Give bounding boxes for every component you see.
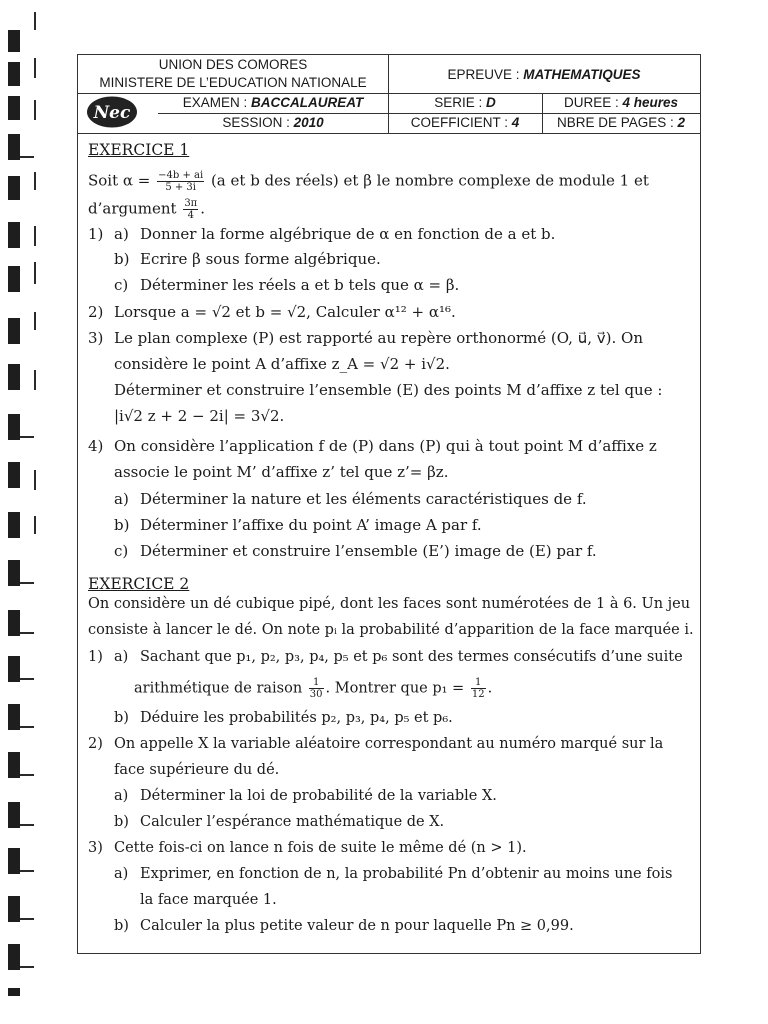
ex2-q2a [114,786,497,806]
exam-value: BACCALAUREAT [251,95,364,110]
subquestion-label: a) [114,788,129,804]
ex1-q3-line2: considère le point A d’affixe z_A = √2 + i√2. [114,355,450,373]
subquestion-label: c) [114,542,129,560]
coef-label: COEFFICIENT : [410,115,508,130]
ex2-q3a-line1 [114,864,672,884]
epreuve-label: EPREUVE : [447,67,520,82]
ex2-q2-line1 [88,734,663,754]
ex2-q1a-line2 [134,677,492,700]
ex2-intro-line2: consiste à lancer le dé. On note pᵢ la probabilité d’apparition de la face marquée i. [88,622,694,638]
ex1-q3-line1 [88,328,643,348]
ex1-intro-b: (a et b des réels) et β le nombre complexe de module 1 et [206,171,649,190]
question-text: Déterminer les réels a et b tels que α = β. [140,276,460,294]
ministry-name: MINISTERE DE L’EDUCATION NATIONALE [99,75,367,90]
session-info [158,115,388,130]
question-number: 2) [88,736,103,752]
raison-denominator: 30 [309,689,323,700]
question-text: Ecrire β sous forme algébrique. [140,250,381,268]
exam-page [77,54,701,954]
question-text: Exprimer, en fonction de n, la probabilité Pn d’obtenir au moins une fois [140,866,673,882]
logo-text: Nec [93,103,131,123]
argument-denominator: 4 [187,210,194,221]
epreuve-value: MATHEMATIQUES [523,67,641,82]
ex1-q3-line3: Déterminer et construire l’ensemble (E) des points M d’affixe z tel que : [114,381,663,399]
pages-info [542,115,700,130]
question-text: . [487,680,493,697]
alpha-fraction [157,170,204,193]
binding-marks [0,0,48,1024]
ex2-q2b [114,812,444,832]
question-text: Lorsque a = √2 et b = √2, Calculer α¹² + α¹⁶. [114,303,456,321]
ex1-intro-a: Soit α = [88,171,156,190]
question-text: Calculer l’espérance mathématique de X. [140,814,445,830]
question-text: arithmétique de raison [134,680,307,697]
question-text: On considère l’application f de (P) dans (P) qui à tout point M d’affixe z [114,437,657,455]
argument-numerator: 3π [184,198,198,209]
question-number: 1) [88,649,103,665]
serie-label: SERIE : [434,95,483,110]
question-text: On appelle X la variable aléatoire correspondant au numéro marqué sur la [114,736,664,752]
question-text: Déterminer l’affixe du point A’ image A par f. [140,516,482,534]
ex2-q3b [114,916,574,936]
subquestion-label: a) [114,649,129,665]
question-number: 3) [88,840,103,856]
raison-fraction [309,677,324,700]
ex1-q2 [88,302,456,322]
p1-denominator: 12 [471,689,485,700]
p1-numerator: 1 [471,677,486,689]
exercise-1-title: EXERCICE 1 [88,141,190,159]
subquestion-label: b) [114,710,129,726]
duree-value: 4 heures [622,95,679,110]
question-text: Déterminer la loi de probabilité de la variable X. [140,788,497,804]
raison-numerator: 1 [309,677,324,689]
ex1-q1a [88,224,555,244]
ex1-q4-line2: associe le point M’ d’affixe z’ tel que z’= βz. [114,463,449,481]
serie-value: D [486,95,496,110]
ex1-q4-line1 [88,436,657,456]
ex2-q1b [114,708,453,728]
duree-info [542,95,700,110]
subquestion-label: b) [114,516,130,534]
nec-logo [86,95,138,129]
exercise-2-title: EXERCICE 2 [88,575,190,593]
subquestion-label: a) [114,490,129,508]
argument-fraction [183,198,198,221]
question-text: . Montrer que p₁ = [325,680,469,697]
question-text: Déduire les probabilités p₂, p₃, p₄, p₅ et p₆. [140,710,453,726]
subquestion-label: a) [114,225,129,243]
ex1-intro-line2: d’argument $\frac{3\pi}{4}$ . [88,198,206,221]
exam-header [78,55,700,133]
p1-fraction [471,677,486,700]
ex2-q2-line2: face supérieure du dé. [114,762,280,778]
question-text: Déterminer et construire l’ensemble (E’) image de (E) par f. [140,542,597,560]
question-text: Sachant que p₁, p₂, p₃, p₄, p₅ et p₆ sont des termes consécutifs d’une suite [140,649,683,665]
subquestion-label: c) [114,276,129,294]
duree-label: DUREE : [563,95,619,110]
pages-label: NBRE DE PAGES : [556,115,674,130]
ex1-q4b [114,515,482,535]
question-text: Donner la forme algébrique de α en fonction de a et b. [140,225,556,243]
session-label: SESSION : [222,115,290,130]
ex1-q1b [114,249,381,269]
exam-label: EXAMEN : [182,95,248,110]
subquestion-label: b) [114,250,130,268]
ex1-q1c [114,275,459,295]
coef-value: 4 [511,115,520,130]
ex2-q3a-line2: la face marquée 1. [140,892,277,908]
question-number: 1) [88,225,104,243]
ex1-q4c [114,541,597,561]
subquestion-label: b) [114,918,129,934]
question-text: Calculer la plus petite valeur de n pour laquelle Pn ≥ 0,99. [140,918,574,934]
alpha-numerator: −4b + ai [158,170,204,181]
question-number: 4) [88,437,104,455]
ex1-q4a [114,489,587,509]
ex2-q3-line1 [88,838,527,858]
coef-info [388,115,542,130]
alpha-denominator: 5 + 3i [165,182,196,193]
question-number: 3) [88,329,104,347]
pages-value: 2 [677,115,686,130]
question-text: Cette fois-ci on lance n fois de suite le même dé (n > 1). [114,840,527,856]
question-number: 2) [88,303,104,321]
epreuve-info [388,67,700,82]
ex2-q1a-line1 [88,647,683,667]
question-text: Le plan complexe (P) est rapporté au repère orthonormé (O, u⃗, v⃗). On [114,329,643,347]
subquestion-label: b) [114,814,129,830]
exam-info [158,95,388,110]
country-name: UNION DES COMORES [158,57,308,72]
ex2-intro-line1: On considère un dé cubique pipé, dont les faces sont numérotées de 1 à 6. Un jeu [88,596,691,612]
subquestion-label: a) [114,866,129,882]
ex1-intro-c: d’argument [88,199,182,218]
serie-info [388,95,542,110]
question-text: Déterminer la nature et les éléments caractéristiques de f. [140,490,587,508]
session-value: 2010 [293,115,324,130]
ex1-q3-line4: |i√2 z + 2 − 2i| = 3√2. [114,407,285,425]
ex1-intro-line1 [88,170,649,193]
